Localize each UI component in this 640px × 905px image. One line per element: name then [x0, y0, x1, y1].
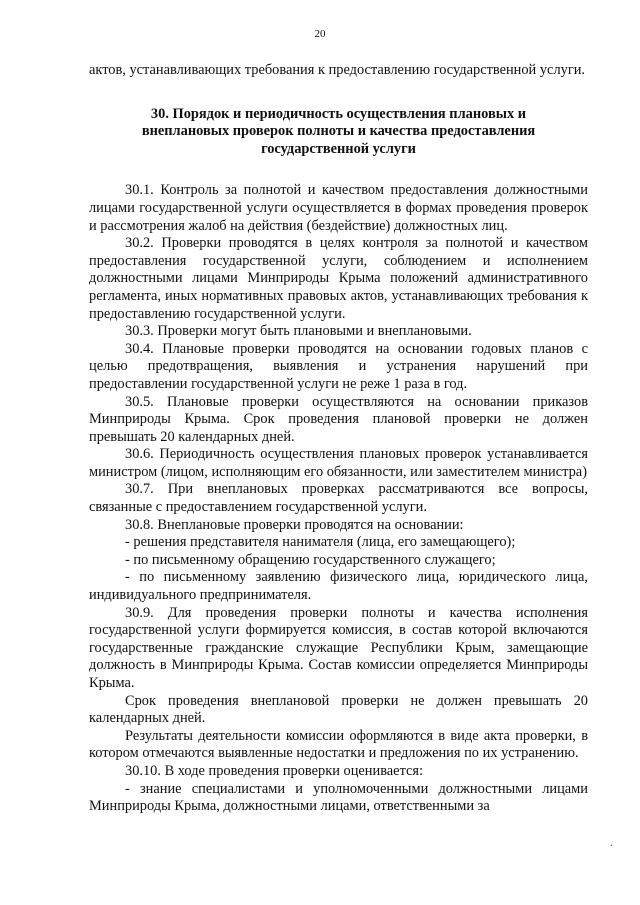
- paragraph-30-9: 30.9. Для проведения проверки полноты и качества исполнения государственной услуги формируется комиссия, в состав которой включаются государственные гражданские служащие Республики Крым, замещающие должность в Минприроды Крыма. Состав комиссии определяется Минприроды Крыма.: [89, 604, 588, 691]
- section-heading: [89, 106, 588, 159]
- paragraph-results: Результаты деятельности комиссии оформляются в виде акта проверки, в котором отмечаются выявленные недостатки и предложения по их устранению.: [89, 727, 588, 762]
- paragraph-30-6: 30.6. Периодичность осуществления плановых проверок устанавливается министром (лицом, исполняющим его обязанности, или заместителем министра): [89, 446, 588, 480]
- heading-line: внеплановых проверок полноты и качества предоставления: [141, 123, 536, 140]
- paragraph-30-1: 30.1. Контроль за полнотой и качеством предоставления должностными лицами государственной услуги осуществляется в формах проведения проверок и рассмотрения жалоб на действия (бездействие) должностных лиц.: [89, 182, 588, 234]
- margin-mark: .: [610, 837, 613, 849]
- paragraph-term: Срок проведения внеплановой проверки не должен превышать 20 календарных дней.: [89, 692, 588, 727]
- paragraph-30-3: 30.3. Проверки могут быть плановыми и внеплановыми.: [125, 323, 472, 340]
- paragraph-30-8: 30.8. Внеплановые проверки проводятся на основании:: [125, 516, 464, 533]
- paragraph-30-7: 30.7. При внеплановых проверках рассматриваются все вопросы, связанные с предоставлением государственной услуги.: [89, 481, 588, 516]
- list-item: - по письменному заявлению физического лица, юридического лица, индивидуального предпринимателя.: [89, 569, 588, 604]
- paragraph-30-4: 30.4. Плановые проверки проводятся на основании годовых планов с целью предотвращения, выявления и устранения нарушений при предоставлении государственной услуги не реже 1 раза в год.: [89, 340, 588, 392]
- heading-line: 30. Порядок и периодичность осуществления плановых и: [150, 105, 527, 122]
- intro-paragraph: актов, устанавливающих требования к предоставлению государственной услуги.: [89, 62, 586, 78]
- paragraph-30-10: 30.10. В ходе проведения проверки оценивается:: [125, 762, 424, 779]
- paragraph-30-2: 30.2. Проверки проводятся в целях контроля за полнотой и качеством предоставления государственной услуги, соблюдением и исполнением должностными лицами Минприроды Крыма положений административного регламента, иных нормативных правовых актов, устанавливающих требования к предоставлению государственной услуги.: [89, 235, 588, 322]
- heading-line: государственной услуги: [261, 140, 416, 157]
- page-number: 20: [314, 28, 326, 40]
- list-item: - по письменному обращению государственного служащего;: [125, 551, 496, 568]
- paragraph-30-5: 30.5. Плановые проверки осуществляются на основании приказов Минприроды Крыма. Срок проведения плановой проверки не должен превышать 20 календарных дней.: [89, 393, 588, 445]
- document-body: [89, 62, 588, 816]
- list-item: - знание специалистами и уполномоченными должностными лицами Минприроды Крыма, должностными лицами, ответственными за: [89, 780, 588, 815]
- list-item: - решения представителя нанимателя (лица, его замещающего);: [125, 534, 516, 551]
